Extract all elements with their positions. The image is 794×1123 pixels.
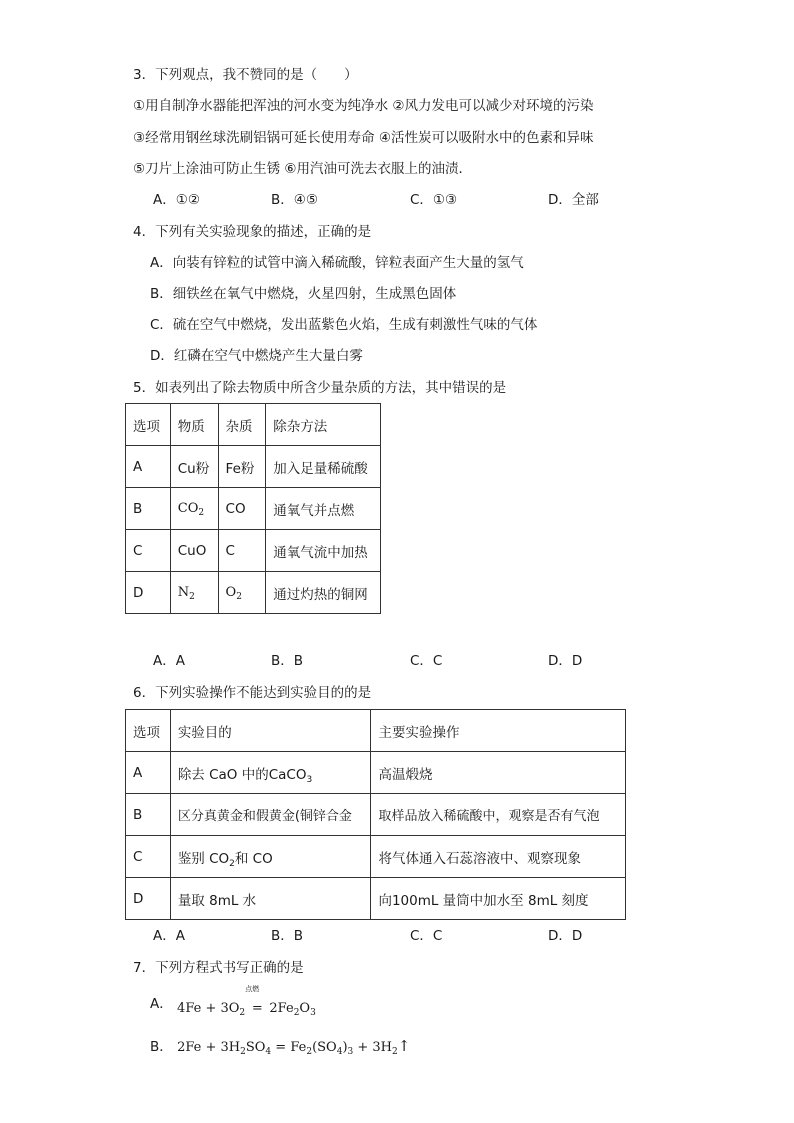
q6-option-a[interactable]: A．A	[153, 928, 185, 944]
table-cell: Fe粉	[218, 446, 266, 488]
table-header-cell: 除杂方法	[266, 404, 381, 446]
q4-option-b[interactable]: B．细铁丝在氧气中燃烧，火星四射，生成黑色固体	[150, 286, 457, 302]
table-header-cell: 主要实验操作	[371, 710, 626, 752]
q7-option-b-equation: $2Fe + 3H_2SO_4 = Fe_2(SO_4)_3$ + $3H_2↑$	[177, 1037, 411, 1057]
table-header-row	[126, 710, 626, 752]
q5-option-c[interactable]: C．C	[410, 653, 443, 669]
q3-option-b[interactable]: B．④⑤	[271, 192, 318, 208]
q5-stem: 5．如表列出了除去物质中所含少量杂质的方法，其中错误的是	[133, 380, 507, 396]
q3-option-c[interactable]: C．①③	[410, 192, 458, 208]
table-row	[126, 794, 626, 836]
q6-option-c[interactable]: C．C	[410, 928, 443, 944]
q7-option-a-equation: $4Fe + 3O_2$ 点燃 = $2Fe_2O_3$	[177, 985, 316, 1018]
table-cell: 量取 8mL 水	[170, 878, 371, 920]
gas-arrow-icon: ↑	[397, 1037, 411, 1055]
table-cell: CuO	[170, 530, 218, 572]
table-header-cell: 选项	[126, 710, 171, 752]
q4-option-d[interactable]: D．红磷在空气中燃烧产生大量白雾	[150, 348, 363, 364]
table-cell: A	[126, 446, 171, 488]
q3-option-a[interactable]: A．①②	[153, 192, 200, 208]
table-row	[126, 530, 381, 572]
table-cell: B	[126, 488, 171, 530]
table-cell: C	[126, 530, 171, 572]
q6-table	[125, 709, 626, 920]
table-cell: 除去 CaO 中的CaCO$_3$	[170, 752, 371, 794]
table-cell: $O_2$	[218, 572, 266, 614]
q4-stem: 4．下列有关实验现象的描述，正确的是	[133, 224, 372, 240]
table-header-cell: 实验目的	[170, 710, 371, 752]
q5-option-b[interactable]: B．B	[271, 653, 304, 669]
q3-statement-line-1: ①用自制净水器能把浑浊的河水变为纯净水 ②风力发电可以减少对环境的污染	[133, 98, 594, 114]
table-row	[126, 446, 381, 488]
table-cell: 高温煅烧	[371, 752, 626, 794]
q4-option-c[interactable]: C．硫在空气中燃烧，发出蓝紫色火焰，生成有刺激性气味的气体	[150, 317, 538, 333]
table-cell: 向100mL 量筒中加水至 8mL 刻度	[371, 878, 626, 920]
table-cell: A	[126, 752, 171, 794]
q7-option-b[interactable]	[150, 1036, 410, 1058]
table-row	[126, 752, 626, 794]
q7-option-b-label: B．	[150, 1039, 173, 1055]
table-row	[126, 878, 626, 920]
q3-stem: 3．下列观点，我不赞同的是（ ）	[133, 67, 358, 83]
table-row	[126, 836, 626, 878]
table-row	[126, 572, 381, 614]
table-cell: 加入足量稀硫酸	[266, 446, 381, 488]
table-header-cell: 杂质	[218, 404, 266, 446]
table-cell: Cu粉	[170, 446, 218, 488]
table-cell: 通氧气流中加热	[266, 530, 381, 572]
q5-table	[125, 403, 381, 614]
q5-option-a[interactable]: A．A	[153, 653, 185, 669]
q5-option-d[interactable]: D．D	[548, 653, 583, 669]
table-cell: 区分真黄金和假黄金(铜锌合金	[170, 794, 371, 836]
table-cell: 将气体通入石蕊溶液中、观察现象	[371, 836, 626, 878]
q3-statement-line-2: ③经常用钢丝球洗刷铝锅可延长使用寿命 ④活性炭可以吸附水中的色素和异味	[133, 130, 594, 146]
table-cell: 取样品放入稀硫酸中，观察是否有气泡	[371, 794, 626, 836]
q6-option-d[interactable]: D．D	[548, 928, 583, 944]
table-header-cell: 物质	[170, 404, 218, 446]
table-cell: C	[218, 530, 266, 572]
q7-stem: 7．下列方程式书写正确的是	[133, 960, 304, 976]
q4-option-a[interactable]: A．向装有锌粒的试管中滴入稀硫酸，锌粒表面产生大量的氢气	[150, 255, 524, 271]
table-cell: 鉴别 $CO_2$和 CO	[170, 836, 371, 878]
table-cell: 通氧气并点燃	[266, 488, 381, 530]
table-cell: D	[126, 572, 171, 614]
reaction-condition-label: 点燃	[245, 985, 260, 993]
table-cell: B	[126, 794, 171, 836]
table-cell: $CO_2$	[170, 488, 218, 530]
table-header-cell: 选项	[126, 404, 171, 446]
q7-option-a-label: A．	[150, 996, 173, 1012]
q3-option-d[interactable]: D．全部	[548, 192, 599, 208]
q6-stem: 6．下列实验操作不能达到实验目的的是	[133, 685, 372, 701]
q7-option-a[interactable]	[150, 985, 316, 1018]
q3-statement-line-3: ⑤刀片上涂油可防止生锈 ⑥用汽油可洗去衣服上的油渍．	[133, 161, 472, 177]
table-cell: 通过灼热的铜网	[266, 572, 381, 614]
table-row	[126, 488, 381, 530]
table-cell: D	[126, 878, 171, 920]
q6-option-b[interactable]: B．B	[271, 928, 304, 944]
table-cell: CO	[218, 488, 266, 530]
table-cell: C	[126, 836, 171, 878]
table-cell: $N_2$	[170, 572, 218, 614]
table-header-row	[126, 404, 381, 446]
